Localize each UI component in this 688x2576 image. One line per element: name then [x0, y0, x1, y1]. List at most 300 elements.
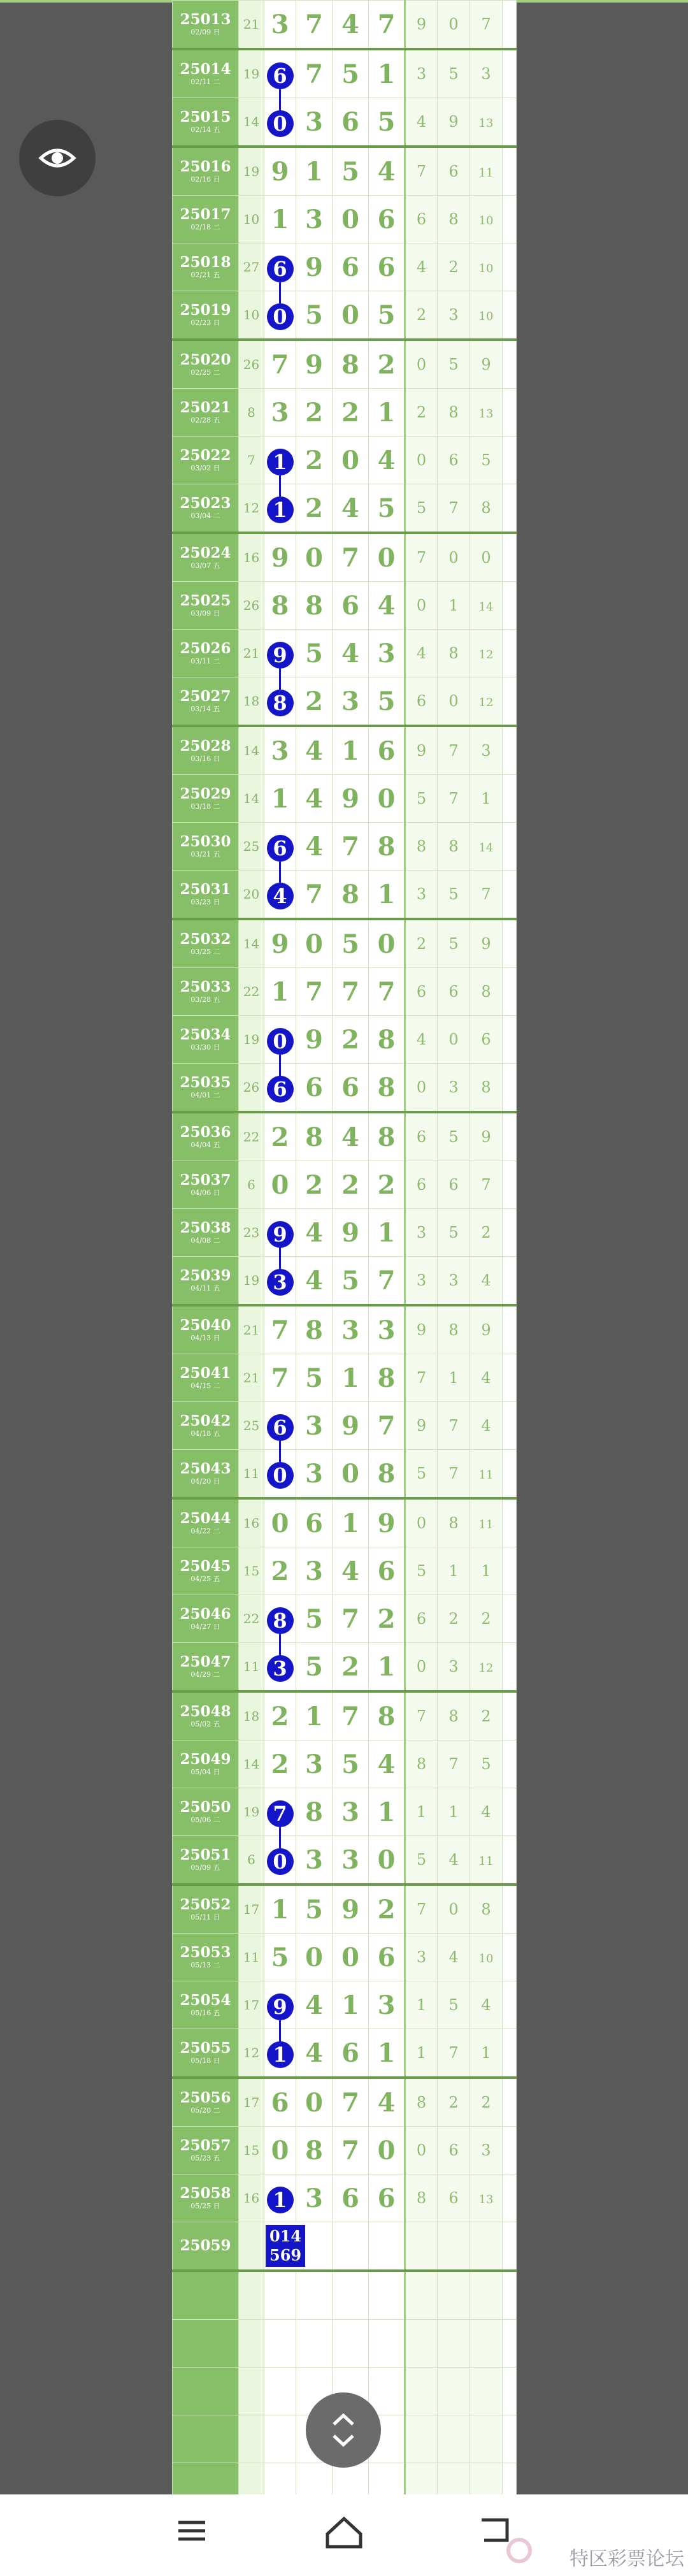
tail-cell — [438, 968, 470, 1016]
tail-value: 5 — [448, 885, 459, 903]
digit-cell: 9 — [264, 147, 296, 196]
highlighted-digit: 6 — [267, 62, 294, 89]
tail-value: 1 — [481, 790, 491, 807]
digit-cell: 7 — [264, 340, 296, 389]
tail-value: 0 — [448, 1900, 459, 1918]
tail-value: 3 — [448, 1078, 459, 1096]
tail-value: 1 — [416, 1996, 427, 2014]
issue-date: 03/21 五 — [190, 850, 220, 859]
tail-cell — [438, 1209, 470, 1257]
digit-cell: 5 — [333, 147, 369, 196]
issue-number: 25037 — [180, 1171, 231, 1189]
tail-value: 3 — [416, 885, 427, 903]
tail-cell — [470, 1643, 503, 1692]
issue-cell — [173, 1016, 239, 1064]
issue-date: 02/18 二 — [190, 223, 220, 232]
tail-value: 3 — [416, 1224, 427, 1241]
tail-cell — [438, 1885, 470, 1934]
tail-value: 4 — [416, 113, 427, 131]
pad-cell — [503, 2320, 517, 2368]
empty-row — [173, 2271, 517, 2320]
sum-cell: 17 — [239, 1981, 264, 2029]
digit-cell: 3 — [333, 1305, 369, 1354]
table-row — [173, 437, 517, 484]
digit-cell: 5 — [296, 630, 333, 677]
tail-cell — [438, 775, 470, 823]
digit-cell: 6 — [369, 243, 405, 291]
digit-cell: 5 — [333, 49, 369, 98]
tail-value: 0 — [416, 1658, 427, 1675]
digit-cell: 6 — [333, 98, 369, 147]
digit-cell: 8 — [369, 1112, 405, 1161]
tail-cell — [405, 1450, 438, 1499]
sum-cell: 6 — [239, 1161, 264, 1209]
highlighted-digit: 9 — [267, 642, 294, 669]
issue-number: 25039 — [180, 1267, 231, 1285]
table-row — [173, 1595, 517, 1643]
highlighted-digit: 6 — [267, 835, 294, 862]
issue-date: 05/25 日 — [190, 2202, 220, 2211]
tail-value: 9 — [448, 113, 459, 131]
highlighted-digit: 6 — [267, 1414, 294, 1441]
tail-value: 13 — [478, 117, 494, 130]
tail-value: 4 — [416, 258, 427, 276]
tail-cell — [470, 1161, 503, 1209]
pad-cell — [503, 775, 517, 823]
prediction-line-1: 014 — [269, 2227, 302, 2245]
tail-value: 12 — [478, 1661, 494, 1675]
tail-cell — [438, 243, 470, 291]
digit-cell: 7 — [264, 1305, 296, 1354]
tail-cell — [405, 2368, 438, 2415]
visibility-toggle-button[interactable] — [19, 120, 96, 196]
circle-connector — [279, 2020, 281, 2041]
issue-number: 25050 — [180, 1798, 231, 1816]
circle-connector — [279, 475, 281, 496]
digit-cell: 7 — [333, 2078, 369, 2127]
sum-cell: 16 — [239, 533, 264, 582]
digit-cell: 0 — [264, 2127, 296, 2174]
digit-cell: 3 — [296, 1547, 333, 1595]
digit-cell: 1 — [333, 1354, 369, 1402]
issue-number: 25035 — [180, 1074, 231, 1092]
tail-value: 7 — [448, 1755, 459, 1773]
pad-cell — [503, 1257, 517, 1306]
tail-cell — [438, 2368, 470, 2415]
pad-cell — [503, 1691, 517, 1740]
tail-cell — [470, 582, 503, 630]
pad-cell — [503, 871, 517, 920]
tail-cell — [470, 196, 503, 243]
tail-value: 2 — [481, 1610, 491, 1628]
digit-cell: 1 — [296, 147, 333, 196]
issue-number: 25057 — [180, 2137, 231, 2155]
digit-cell: 8 — [369, 1354, 405, 1402]
tail-cell — [438, 2029, 470, 2078]
sum-cell: 15 — [239, 1547, 264, 1595]
table-row — [173, 1981, 517, 2029]
tail-value: 6 — [481, 1031, 491, 1048]
digit-cell: 4 — [296, 775, 333, 823]
digit-cell: 5 — [369, 677, 405, 727]
tail-cell — [405, 1740, 438, 1788]
issue-date: 05/16 五 — [190, 2009, 220, 2018]
digit-cell: 7 — [333, 1595, 369, 1643]
sum-cell: 18 — [239, 677, 264, 727]
tail-value: 8 — [481, 1900, 491, 1918]
sum-cell: 23 — [239, 1209, 264, 1257]
issue-date: 03/16 日 — [190, 755, 220, 763]
tail-cell — [470, 919, 503, 968]
digit-cell: 5 — [296, 291, 333, 340]
digit-cell: 4 — [369, 1740, 405, 1788]
sum-cell: 10 — [239, 196, 264, 243]
digit-cell: 2 — [369, 340, 405, 389]
digit-cell: 8 — [369, 1016, 405, 1064]
issue-date: 03/30 日 — [190, 1043, 220, 1052]
tail-cell — [470, 340, 503, 389]
issue-cell — [173, 49, 239, 98]
sum-cell: 11 — [239, 1643, 264, 1692]
tail-value: 1 — [481, 1562, 491, 1580]
issue-number: 25051 — [180, 1846, 231, 1864]
issue-number: 25022 — [180, 447, 231, 465]
digit-cell: 0 — [333, 1450, 369, 1499]
pad-cell — [503, 1450, 517, 1499]
circle-connector — [279, 1248, 281, 1269]
tail-value: 7 — [448, 1465, 459, 1482]
digit-cell: 1 — [296, 1691, 333, 1740]
issue-cell — [173, 1161, 239, 1209]
tail-value: 2 — [481, 2094, 491, 2111]
tail-cell — [438, 582, 470, 630]
tail-value: 8 — [416, 2189, 427, 2207]
issue-date: 05/02 五 — [190, 1720, 220, 1729]
table-row — [173, 630, 517, 677]
digit-cell: 8 — [333, 340, 369, 389]
tail-cell — [405, 1981, 438, 2029]
highlighted-digit: 1 — [267, 496, 294, 523]
digit-cell: 5 — [296, 1595, 333, 1643]
pad-cell — [503, 291, 517, 340]
digit-cell: 4 — [296, 823, 333, 871]
tail-cell — [470, 775, 503, 823]
pad-cell — [503, 340, 517, 389]
menu-icon[interactable] — [176, 2515, 208, 2547]
digit-cell: 1 — [333, 1981, 369, 2029]
tail-value: 5 — [448, 356, 459, 373]
issue-cell — [173, 1836, 239, 1885]
tail-cell — [438, 49, 470, 98]
digit-cell: 3 — [296, 1836, 333, 1885]
tail-value: 0 — [416, 356, 427, 373]
tail-cell — [405, 1, 438, 50]
digit-cell: 4 — [333, 484, 369, 533]
pad-cell — [503, 823, 517, 871]
tail-value: 6 — [448, 163, 459, 180]
pad-cell — [503, 630, 517, 677]
tail-value: 11 — [478, 1855, 494, 1868]
digit-cell: 4 — [333, 1112, 369, 1161]
tail-value: 3 — [416, 1948, 427, 1966]
table-row — [173, 291, 517, 340]
tail-value: 0 — [448, 549, 459, 567]
pad-cell — [503, 2368, 517, 2415]
issue-number: 25014 — [180, 61, 231, 78]
issue-cell — [173, 1, 239, 50]
scroll-toggle-button[interactable] — [306, 2392, 381, 2468]
tail-cell — [405, 726, 438, 775]
digit-cell: 0 — [333, 291, 369, 340]
issue-cell — [173, 1981, 239, 2029]
tail-cell — [470, 243, 503, 291]
issue-date: 04/22 二 — [190, 1527, 220, 1536]
sum-cell: 14 — [239, 775, 264, 823]
pad-cell — [503, 1498, 517, 1547]
digit-cell: 1 — [264, 1885, 296, 1934]
issue-number: 25026 — [180, 640, 231, 658]
tail-cell — [405, 291, 438, 340]
tail-value: 8 — [448, 644, 459, 662]
tail-value: 0 — [416, 1078, 427, 1096]
tail-cell — [438, 1402, 470, 1450]
tail-value: 5 — [416, 790, 427, 807]
tail-value: 0 — [448, 692, 459, 710]
tail-value: 9 — [481, 356, 491, 373]
digit-cell: 7 — [369, 1402, 405, 1450]
digit-cell: 3 — [264, 1, 296, 50]
tail-cell — [405, 775, 438, 823]
issue-cell — [173, 196, 239, 243]
digit-cell: 6 — [333, 2029, 369, 2078]
highlighted-digit: 8 — [267, 690, 294, 716]
table-row — [173, 49, 517, 98]
tail-cell — [470, 1402, 503, 1450]
digit-cell: 3 — [369, 1305, 405, 1354]
digit-cell: 6 — [369, 1547, 405, 1595]
tail-value: 7 — [448, 742, 459, 760]
issue-cell — [173, 919, 239, 968]
issue-cell — [173, 2174, 239, 2222]
digit-cell: 6 — [333, 582, 369, 630]
digit-cell: 2 — [296, 677, 333, 727]
table-row — [173, 1354, 517, 1402]
digit-cell — [333, 2320, 369, 2368]
tail-cell — [438, 823, 470, 871]
issue-cell — [173, 1402, 239, 1450]
digit-cell: 8 — [369, 1450, 405, 1499]
sum-cell: 14 — [239, 1740, 264, 1788]
tail-value: 4 — [481, 1803, 491, 1821]
tail-value: 7 — [448, 499, 459, 517]
highlighted-digit: 3 — [267, 1269, 294, 1296]
issue-number: 25015 — [180, 108, 231, 126]
issue-date: 03/25 二 — [190, 948, 220, 957]
issue-cell — [173, 1354, 239, 1402]
digit-cell: 3 — [296, 1402, 333, 1450]
pad-cell — [503, 1016, 517, 1064]
tail-cell — [405, 919, 438, 968]
issue-number: 25025 — [180, 592, 231, 610]
digit-cell: 0 — [296, 533, 333, 582]
issue-cell — [173, 2368, 239, 2415]
tail-cell — [438, 1691, 470, 1740]
issue-cell — [173, 968, 239, 1016]
tail-value: 8 — [481, 983, 491, 1001]
issue-number: 25028 — [180, 737, 231, 755]
tail-value: 9 — [481, 935, 491, 953]
table-row — [173, 582, 517, 630]
digit-cell: 8 — [369, 823, 405, 871]
issue-number: 25027 — [180, 688, 231, 706]
digit-cell: 7 — [369, 1, 405, 50]
pad-cell — [503, 196, 517, 243]
digit-cell: 5 — [369, 291, 405, 340]
pad-cell — [503, 147, 517, 196]
pad-cell — [503, 2078, 517, 2127]
sum-cell: 15 — [239, 2127, 264, 2174]
tail-value: 0 — [416, 597, 427, 614]
table-row — [173, 1112, 517, 1161]
sum-cell: 26 — [239, 1064, 264, 1113]
tail-cell — [438, 340, 470, 389]
digit-cell: 1 — [369, 1788, 405, 1836]
issue-cell — [173, 1112, 239, 1161]
issue-number: 25018 — [180, 254, 231, 271]
digit-cell: 6 — [369, 726, 405, 775]
home-icon[interactable] — [324, 2515, 364, 2551]
tail-cell — [438, 533, 470, 582]
highlighted-digit: 0 — [267, 110, 294, 137]
digit-cell: 7 — [333, 2127, 369, 2174]
digit-cell: 2 — [296, 437, 333, 484]
tail-cell — [438, 437, 470, 484]
tail-cell — [405, 2029, 438, 2078]
tail-cell — [438, 1788, 470, 1836]
table-row — [173, 2127, 517, 2174]
tail-cell — [405, 2320, 438, 2368]
issue-cell — [173, 389, 239, 437]
sum-cell: 7 — [239, 437, 264, 484]
issue-cell — [173, 340, 239, 389]
digit-cell: 3 — [333, 1836, 369, 1885]
highlighted-digit: 0 — [267, 1462, 294, 1489]
sum-cell: 19 — [239, 147, 264, 196]
pad-cell — [503, 484, 517, 533]
tail-cell — [470, 1112, 503, 1161]
table-row — [173, 1547, 517, 1595]
digit-cell: 2 — [296, 1161, 333, 1209]
tail-value: 8 — [448, 837, 459, 855]
digit-cell: 1 — [369, 1209, 405, 1257]
sum-cell: 18 — [239, 1691, 264, 1740]
sum-cell: 21 — [239, 1, 264, 50]
issue-cell — [173, 147, 239, 196]
digit-cell: 8 — [296, 1112, 333, 1161]
tail-cell — [470, 1209, 503, 1257]
pad-cell — [503, 2222, 517, 2271]
back-icon[interactable] — [478, 2515, 513, 2547]
tail-cell — [438, 1740, 470, 1788]
digit-cell: 3 — [296, 2174, 333, 2222]
table-row — [173, 389, 517, 437]
tail-cell — [405, 243, 438, 291]
tail-value: 2 — [481, 1707, 491, 1725]
tail-value: 1 — [448, 597, 459, 614]
issue-cell — [173, 871, 239, 920]
tail-cell — [438, 196, 470, 243]
tail-cell — [405, 196, 438, 243]
highlighted-digit: 9 — [267, 1994, 294, 2020]
digit-cell — [264, 2415, 296, 2463]
tail-cell — [470, 1788, 503, 1836]
tail-value: 7 — [416, 549, 427, 567]
table-row — [173, 196, 517, 243]
tail-value: 4 — [481, 1369, 491, 1387]
issue-cell — [173, 1257, 239, 1306]
circle-connector — [279, 1441, 281, 1462]
tail-value: 7 — [416, 1369, 427, 1387]
digit-cell: 2 — [333, 1016, 369, 1064]
issue-number: 25034 — [180, 1026, 231, 1044]
table-row — [173, 677, 517, 727]
issue-date: 05/18 日 — [190, 2057, 220, 2066]
issue-number: 25047 — [180, 1653, 231, 1671]
issue-cell — [173, 1305, 239, 1354]
issue-number: 25048 — [180, 1703, 231, 1721]
digit-cell — [296, 2271, 333, 2320]
table-row — [173, 919, 517, 968]
pad-cell — [503, 1788, 517, 1836]
tail-cell — [470, 726, 503, 775]
tail-cell — [470, 2078, 503, 2127]
tail-cell — [405, 1595, 438, 1643]
table-row — [173, 968, 517, 1016]
sum-cell: 6 — [239, 1836, 264, 1885]
digit-cell: 4 — [369, 582, 405, 630]
pad-cell — [503, 919, 517, 968]
digit-cell: 2 — [369, 1885, 405, 1934]
highlighted-digit: 1 — [267, 2187, 294, 2213]
digit-cell: 0 — [369, 533, 405, 582]
tail-cell — [438, 1934, 470, 1981]
digit-cell: 7 — [296, 968, 333, 1016]
tail-value: 9 — [416, 1321, 427, 1339]
issue-cell — [173, 291, 239, 340]
highlighted-digit: 0 — [267, 1848, 294, 1875]
issue-cell — [173, 677, 239, 727]
tail-cell — [470, 98, 503, 147]
digit-cell: 8 — [333, 871, 369, 920]
tail-cell — [470, 1305, 503, 1354]
tail-cell — [405, 533, 438, 582]
tail-cell — [470, 1981, 503, 2029]
tail-cell — [405, 147, 438, 196]
digit-cell: 6 — [333, 2174, 369, 2222]
digit-cell: 4 — [333, 630, 369, 677]
issue-number: 25049 — [180, 1751, 231, 1769]
sum-cell: 12 — [239, 484, 264, 533]
sum-cell: 11 — [239, 1934, 264, 1981]
tail-value: 8 — [448, 1321, 459, 1339]
chevron-up-down-icon — [327, 2409, 359, 2451]
tail-cell — [438, 2222, 470, 2271]
highlighted-digit: 8 — [267, 1607, 294, 1634]
sum-cell: 10 — [239, 291, 264, 340]
tail-cell — [405, 2174, 438, 2222]
issue-number: 25020 — [180, 351, 231, 369]
digit-cell: 2 — [296, 389, 333, 437]
